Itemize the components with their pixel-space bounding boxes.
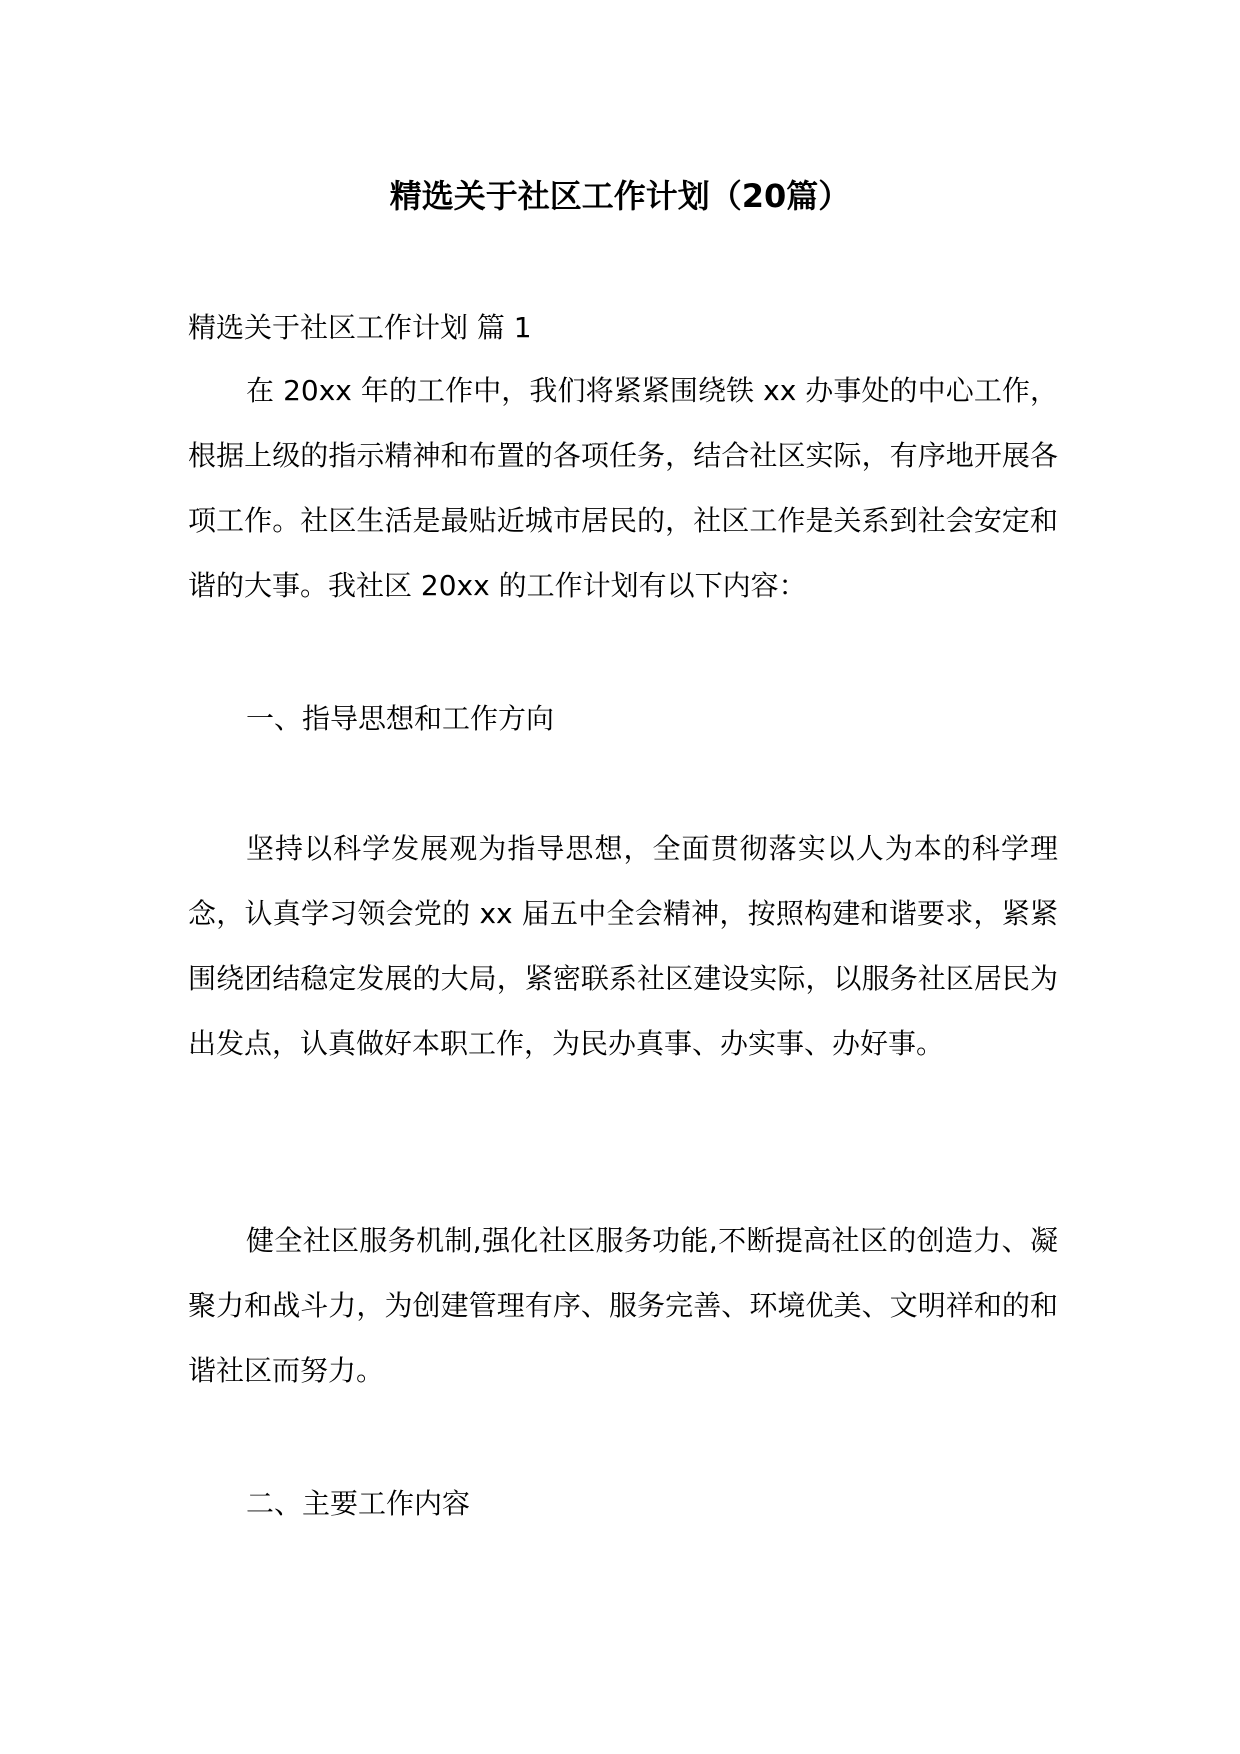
paragraph-service-mechanism: 健全社区服务机制,强化社区服务功能,不断提高社区的创造力、凝聚力和战斗力，为创建管理有序、服务完善、环境优美、文明祥和的和谐社区而努力。 [188, 1224, 1058, 1387]
paragraph-intro: 在 20xx 年的工作中，我们将紧紧围绕铁 xx 办事处的中心工作，根据上级的指示精神和布置的各项任务，结合社区实际，有序地开展各项工作。社区生活是最贴近城市居民的，社区工作是关系到社会安定和谐的大事。我社区 20xx 的工作计划有以下内容： [188, 374, 1058, 602]
section-heading-guiding-ideology: 一、指导思想和工作方向 [246, 702, 555, 735]
paragraph-guiding-ideology: 坚持以科学发展观为指导思想，全面贯彻落实以人为本的科学理念，认真学习领会党的 xx 届五中全会精神，按照构建和谐要求，紧紧围绕团结稳定发展的大局，紧密联系社区建设实际，以服务社区居民为出发点，认真做好本职工作，为民办真事、办实事、办好事。 [188, 832, 1058, 1060]
article-subheading: 精选关于社区工作计划 篇 1 [188, 311, 532, 344]
section-heading-main-work: 二、主要工作内容 [246, 1487, 471, 1520]
document-title: 精选关于社区工作计划（20篇） [389, 177, 851, 215]
